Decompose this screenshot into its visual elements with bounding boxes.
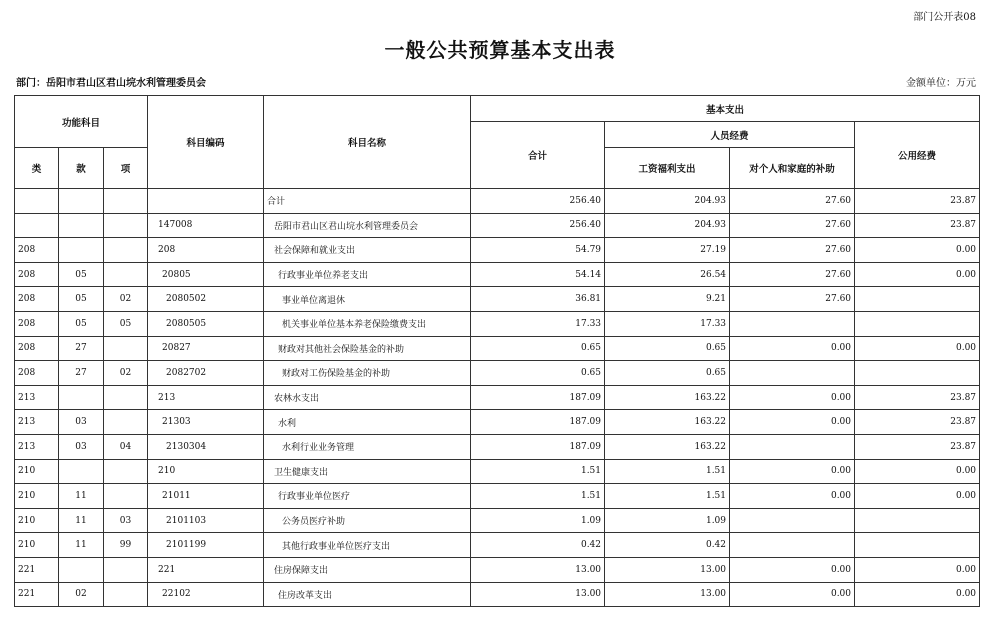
total-cell: 1.09 xyxy=(471,508,605,533)
total-cell: 256.40 xyxy=(471,213,605,238)
total-cell: 54.14 xyxy=(471,262,605,287)
name-cell: 机关事业单位基本养老保险缴费支出 xyxy=(264,311,471,336)
public-cell: 0.00 xyxy=(855,238,980,263)
name-cell: 住房改革支出 xyxy=(264,582,471,607)
kuan-cell: 03 xyxy=(59,410,104,435)
header-subsidy: 对个人和家庭的补助 xyxy=(730,148,855,189)
kuan-cell: 11 xyxy=(59,508,104,533)
salary-cell: 163.22 xyxy=(605,410,730,435)
name-cell: 公务员医疗补助 xyxy=(264,508,471,533)
public-cell: 0.00 xyxy=(855,557,980,582)
salary-cell: 163.22 xyxy=(605,385,730,410)
lei-cell: 210 xyxy=(15,508,59,533)
code-cell: 2101199 xyxy=(148,533,264,558)
subsidy-cell: 0.00 xyxy=(730,385,855,410)
header-basic-expenditure: 基本支出 xyxy=(471,96,980,122)
salary-cell: 9.21 xyxy=(605,287,730,312)
kuan-cell xyxy=(59,557,104,582)
table-body xyxy=(15,189,980,607)
subsidy-cell: 27.60 xyxy=(730,213,855,238)
kuan-cell: 03 xyxy=(59,434,104,459)
table-row xyxy=(15,238,980,263)
total-cell: 1.51 xyxy=(471,459,605,484)
code-cell: 22102 xyxy=(148,582,264,607)
kuan-cell: 27 xyxy=(59,361,104,386)
salary-cell: 0.65 xyxy=(605,336,730,361)
public-cell: 0.00 xyxy=(855,582,980,607)
table-row xyxy=(15,557,980,582)
kuan-cell xyxy=(59,213,104,238)
name-cell: 住房保障支出 xyxy=(264,557,471,582)
xiang-cell: 02 xyxy=(104,287,148,312)
header-name: 科目名称 xyxy=(264,96,471,189)
code-cell: 221 xyxy=(148,557,264,582)
public-cell xyxy=(855,311,980,336)
salary-cell: 1.51 xyxy=(605,459,730,484)
lei-cell: 210 xyxy=(15,484,59,509)
header-kuan: 款 xyxy=(59,148,104,189)
lei-cell: 213 xyxy=(15,410,59,435)
public-cell: 0.00 xyxy=(855,262,980,287)
subsidy-cell: 0.00 xyxy=(730,557,855,582)
subsidy-cell xyxy=(730,533,855,558)
department-label: 部门：岳阳市君山区君山垸水利管理委员会 xyxy=(16,78,206,89)
code-cell: 208 xyxy=(148,238,264,263)
table-number-note: 部门公开表08 xyxy=(913,12,976,23)
subsidy-cell: 0.00 xyxy=(730,336,855,361)
header-xiang: 项 xyxy=(104,148,148,189)
subsidy-cell: 0.00 xyxy=(730,582,855,607)
subsidy-cell: 27.60 xyxy=(730,189,855,214)
total-cell: 0.42 xyxy=(471,533,605,558)
table-row xyxy=(15,336,980,361)
lei-cell: 208 xyxy=(15,287,59,312)
subsidy-cell xyxy=(730,508,855,533)
lei-cell: 208 xyxy=(15,238,59,263)
subsidy-cell: 27.60 xyxy=(730,238,855,263)
currency-unit-label: 金额单位：万元 xyxy=(906,78,976,89)
name-cell: 社会保障和就业支出 xyxy=(264,238,471,263)
subsidy-cell xyxy=(730,434,855,459)
page-title: 一般公共预算基本支出表 xyxy=(384,38,616,62)
table-row xyxy=(15,410,980,435)
kuan-cell xyxy=(59,189,104,214)
salary-cell: 1.09 xyxy=(605,508,730,533)
lei-cell: 208 xyxy=(15,361,59,386)
budget-table xyxy=(14,95,980,607)
salary-cell: 26.54 xyxy=(605,262,730,287)
public-cell xyxy=(855,508,980,533)
name-cell: 行政事业单位医疗 xyxy=(264,484,471,509)
code-cell: 210 xyxy=(148,459,264,484)
xiang-cell xyxy=(104,336,148,361)
table-row xyxy=(15,533,980,558)
kuan-cell: 02 xyxy=(59,582,104,607)
header-code: 科目编码 xyxy=(148,96,264,189)
header-lei: 类 xyxy=(15,148,59,189)
lei-cell: 213 xyxy=(15,434,59,459)
code-cell: 20805 xyxy=(148,262,264,287)
name-cell: 水利 xyxy=(264,410,471,435)
total-cell: 0.65 xyxy=(471,361,605,386)
xiang-cell xyxy=(104,238,148,263)
name-cell: 合计 xyxy=(264,189,471,214)
code-cell: 213 xyxy=(148,385,264,410)
total-cell: 187.09 xyxy=(471,385,605,410)
public-cell: 0.00 xyxy=(855,336,980,361)
total-cell: 54.79 xyxy=(471,238,605,263)
header-personnel: 人员经费 xyxy=(605,122,855,148)
total-cell: 13.00 xyxy=(471,582,605,607)
table-row xyxy=(15,434,980,459)
lei-cell: 208 xyxy=(15,336,59,361)
total-cell: 17.33 xyxy=(471,311,605,336)
xiang-cell xyxy=(104,410,148,435)
name-cell: 事业单位离退休 xyxy=(264,287,471,312)
name-cell: 岳阳市君山区君山垸水利管理委员会 xyxy=(264,213,471,238)
kuan-cell xyxy=(59,385,104,410)
kuan-cell: 11 xyxy=(59,484,104,509)
subsidy-cell: 27.60 xyxy=(730,287,855,312)
kuan-cell xyxy=(59,238,104,263)
lei-cell: 210 xyxy=(15,459,59,484)
header-func-subject: 功能科目 xyxy=(15,96,148,148)
total-cell: 36.81 xyxy=(471,287,605,312)
subsidy-cell: 0.00 xyxy=(730,459,855,484)
table-row xyxy=(15,385,980,410)
xiang-cell: 03 xyxy=(104,508,148,533)
public-cell: 0.00 xyxy=(855,459,980,484)
header-public-expense: 公用经费 xyxy=(855,122,980,189)
xiang-cell: 02 xyxy=(104,361,148,386)
code-cell: 2082702 xyxy=(148,361,264,386)
table-row xyxy=(15,508,980,533)
salary-cell: 17.33 xyxy=(605,311,730,336)
kuan-cell: 05 xyxy=(59,262,104,287)
public-cell: 23.87 xyxy=(855,189,980,214)
salary-cell: 204.93 xyxy=(605,213,730,238)
lei-cell xyxy=(15,213,59,238)
lei-cell: 221 xyxy=(15,557,59,582)
public-cell xyxy=(855,287,980,312)
xiang-cell xyxy=(104,262,148,287)
name-cell: 农林水支出 xyxy=(264,385,471,410)
table-row xyxy=(15,361,980,386)
salary-cell: 163.22 xyxy=(605,434,730,459)
subsidy-cell xyxy=(730,311,855,336)
subsidy-cell: 27.60 xyxy=(730,262,855,287)
public-cell: 23.87 xyxy=(855,434,980,459)
total-cell: 256.40 xyxy=(471,189,605,214)
salary-cell: 13.00 xyxy=(605,557,730,582)
public-cell: 23.87 xyxy=(855,385,980,410)
xiang-cell xyxy=(104,484,148,509)
xiang-cell xyxy=(104,459,148,484)
header-salary: 工资福利支出 xyxy=(605,148,730,189)
table-row xyxy=(15,459,980,484)
kuan-cell: 05 xyxy=(59,311,104,336)
lei-cell: 208 xyxy=(15,311,59,336)
xiang-cell: 04 xyxy=(104,434,148,459)
total-cell: 0.65 xyxy=(471,336,605,361)
table-header xyxy=(15,96,980,189)
total-cell: 187.09 xyxy=(471,410,605,435)
lei-cell: 210 xyxy=(15,533,59,558)
lei-cell: 221 xyxy=(15,582,59,607)
total-cell: 1.51 xyxy=(471,484,605,509)
xiang-cell: 05 xyxy=(104,311,148,336)
xiang-cell xyxy=(104,582,148,607)
table-row xyxy=(15,484,980,509)
lei-cell xyxy=(15,189,59,214)
salary-cell: 0.42 xyxy=(605,533,730,558)
xiang-cell xyxy=(104,189,148,214)
name-cell: 行政事业单位养老支出 xyxy=(264,262,471,287)
xiang-cell: 99 xyxy=(104,533,148,558)
total-cell: 187.09 xyxy=(471,434,605,459)
name-cell: 水利行业业务管理 xyxy=(264,434,471,459)
code-cell: 147008 xyxy=(148,213,264,238)
table-row xyxy=(15,189,980,214)
table-row xyxy=(15,262,980,287)
code-cell: 21011 xyxy=(148,484,264,509)
code-cell xyxy=(148,189,264,214)
code-cell: 2080502 xyxy=(148,287,264,312)
salary-cell: 204.93 xyxy=(605,189,730,214)
code-cell: 21303 xyxy=(148,410,264,435)
subsidy-cell xyxy=(730,361,855,386)
public-cell: 23.87 xyxy=(855,410,980,435)
code-cell: 2130304 xyxy=(148,434,264,459)
name-cell: 财政对工伤保险基金的补助 xyxy=(264,361,471,386)
subsidy-cell: 0.00 xyxy=(730,410,855,435)
table-row xyxy=(15,287,980,312)
code-cell: 2080505 xyxy=(148,311,264,336)
table-row xyxy=(15,582,980,607)
total-cell: 13.00 xyxy=(471,557,605,582)
kuan-cell: 11 xyxy=(59,533,104,558)
public-cell: 0.00 xyxy=(855,484,980,509)
salary-cell: 13.00 xyxy=(605,582,730,607)
name-cell: 其他行政事业单位医疗支出 xyxy=(264,533,471,558)
xiang-cell xyxy=(104,385,148,410)
header-total: 合计 xyxy=(471,122,605,189)
lei-cell: 213 xyxy=(15,385,59,410)
public-cell xyxy=(855,533,980,558)
xiang-cell xyxy=(104,557,148,582)
subsidy-cell: 0.00 xyxy=(730,484,855,509)
salary-cell: 1.51 xyxy=(605,484,730,509)
kuan-cell: 27 xyxy=(59,336,104,361)
table-row xyxy=(15,213,980,238)
name-cell: 财政对其他社会保险基金的补助 xyxy=(264,336,471,361)
public-cell: 23.87 xyxy=(855,213,980,238)
code-cell: 2101103 xyxy=(148,508,264,533)
xiang-cell xyxy=(104,213,148,238)
name-cell: 卫生健康支出 xyxy=(264,459,471,484)
public-cell xyxy=(855,361,980,386)
salary-cell: 0.65 xyxy=(605,361,730,386)
kuan-cell xyxy=(59,459,104,484)
table-row xyxy=(15,311,980,336)
salary-cell: 27.19 xyxy=(605,238,730,263)
code-cell: 20827 xyxy=(148,336,264,361)
kuan-cell: 05 xyxy=(59,287,104,312)
lei-cell: 208 xyxy=(15,262,59,287)
